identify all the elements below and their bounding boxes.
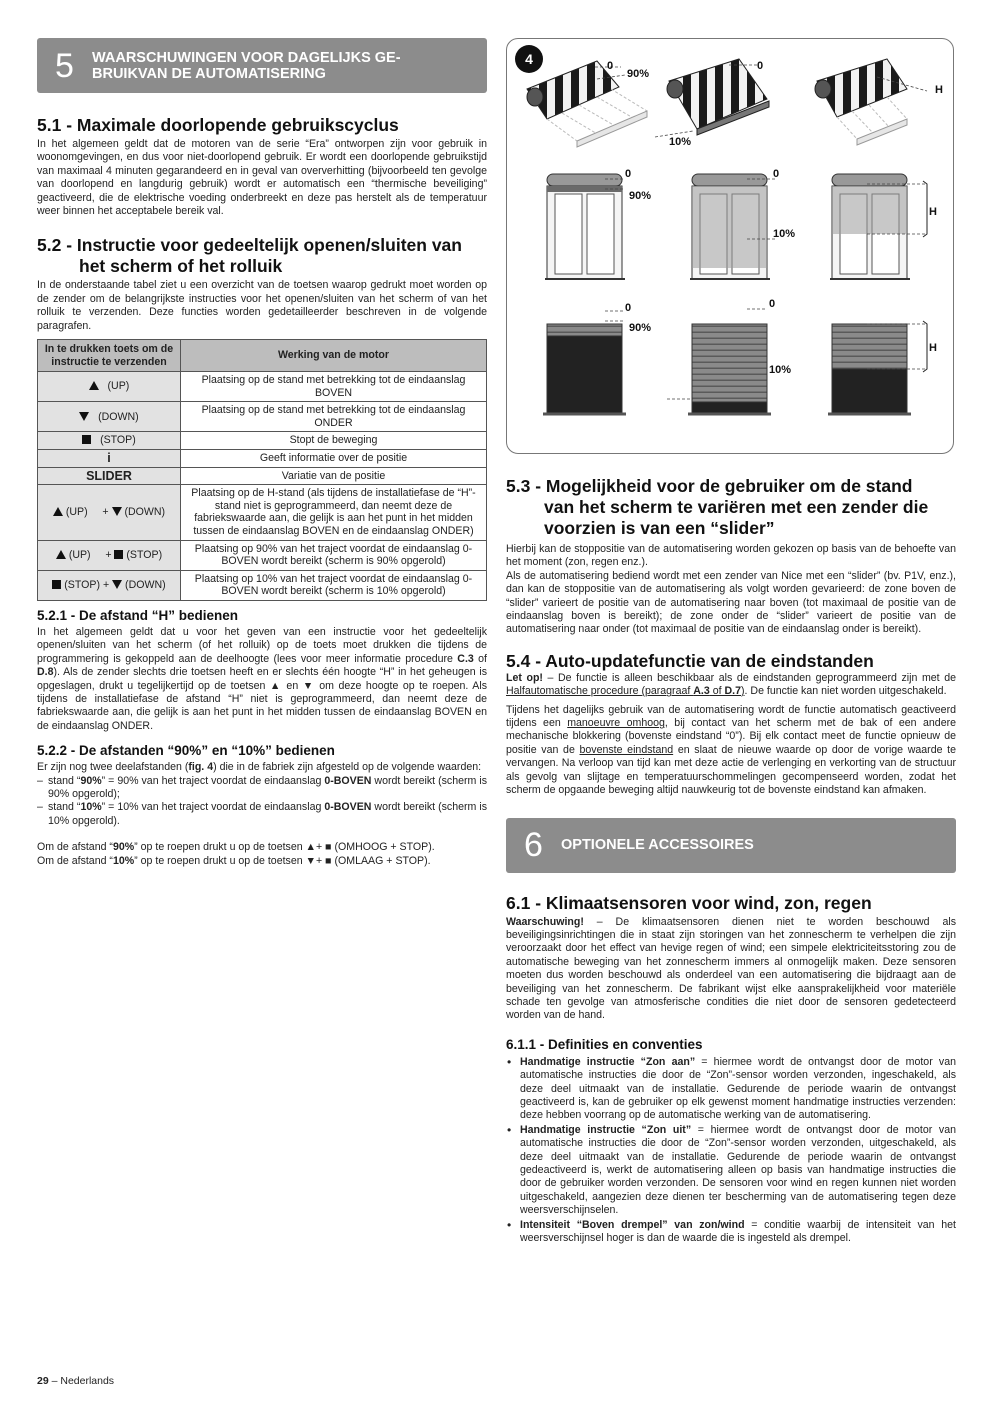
- paragraph-5-4-b: Tijdens het dagelijks gebruik van de automatisering wordt de functie automatisch geactiveerd tijdens een manoeuvre omhoog, bij contact van het scherm met de bak of een andere mechanische blokkering (bovenste eindstand “0”). Bij elk contact meet de functie opnieuw de positie van de bovenste eindstand en slaat de nieuwe waarde op door de vorige waarde te vervangen. Na verloop van tijd kan met deze actie de verlenging en verkorting van de structuur als gevolg van slijtage en temperatuurschommelingen gecompenseerd worden, zodat het scherm de opgaande beweging altijd nauwkeurig tot de bovenste eindstand kan afmaken.: [506, 703, 957, 797]
- heading-5-2-2: 5.2.2 - De afstanden “90%” en “10%” bedienen: [37, 743, 335, 759]
- label-90: 90%: [629, 322, 652, 334]
- right-column: [506, 476, 956, 1246]
- table-row: (UP) Plaatsing op de stand met betrekking tot de eindaanslag BOVEN: [38, 372, 487, 402]
- paragraph-5-2-2: Er zijn nog twee deelafstanden (fig. 4) die in de fabriek zijn afgesteld op de volgende waarden:: [37, 761, 482, 774]
- section-title: WAARSCHUWINGEN VOOR DAGELIJKS GE- BRUIKVAN DE AUTOMATISERING: [92, 49, 401, 82]
- heading-6-1-1: 6.1.1 - Definities en conventies: [506, 1036, 703, 1052]
- label-10: 10%: [773, 228, 796, 240]
- window-screen-10: [690, 174, 770, 279]
- label-H: H: [929, 342, 937, 354]
- paragraph-recall-90: Om de afstand “90%” op te roepen drukt u op de toetsen ▲+ ■ (OMHOOG + STOP).: [37, 841, 435, 854]
- section-title: OPTIONELE ACCESSOIRES: [561, 837, 754, 853]
- paragraph-5-2: In de onderstaande tabel ziet u een overzicht van de toetsen waarop gedrukt moet worden op de zender om de belangrijkste instructies voor het openen/sluiten van het scherm of van het rolluik te verzenden. Deze functies worden gedetailleerder beschreven in de volgende paragrafen.: [37, 279, 487, 332]
- label-0: 0: [625, 302, 632, 314]
- table-row: (UP) + (DOWN) Plaatsing op de H-stand (als tijdens de installatiefase de “H”-stand niet is geprogrammeerd, dan neemt deze de fabriekswaarde aan, die gelijk is aan het punt in het midden tussen de eindaanslag BOVEN en de eindaanslag ONDER): [38, 485, 487, 540]
- page-footer: 29 – Nederlands: [37, 1375, 115, 1387]
- table-row: SLIDER Variatie van de positie: [38, 467, 487, 485]
- paragraph-5-2-1: In het algemeen geldt dat u voor het geven van een instructie voor het gedeeltelijk openen/sluiten van het scherm (of het rolluik) op de toets moet drukken die tijdens de programmering is gekoppeld aan de deelhoogte (lees voor meer informatie procedure C.3 of D.8). Als de zender slechts drie toetsen heeft en er slechts één hoogte “H” in het geheugen is opgeslagen, drukt u tegelijkertijd op de toetsen ▲ en ▼ om deze hoogte op te roepen. Als tijdens de installatiefase de afstand “H” niet is geprogrammeerd, dan neemt deze de fabriekswaarde aan, die gelijk is aan het punt in het midden tussen de eindaanslag BOVEN en de eindaanslag ONDER.: [37, 625, 488, 732]
- awning-H: [815, 59, 907, 145]
- down-arrow-icon: [112, 507, 122, 516]
- table-row: i Geeft informatie over de positie: [38, 450, 487, 468]
- label-0: 0: [625, 168, 632, 180]
- table-header-action: Werking van de motor: [181, 340, 487, 372]
- label-0: 0: [757, 60, 764, 72]
- section-number: 6: [524, 826, 543, 864]
- table-row: (UP) + (STOP) Plaatsing op 90% van het traject voordat de eindaanslag 0-BOVEN wordt bereikt (scherm is 90% opgerold): [38, 540, 487, 570]
- figure-4-illustration: [507, 39, 955, 455]
- label-H: H: [929, 206, 937, 218]
- table-row: (STOP) + (DOWN) Plaatsing op 10% van het traject voordat de eindaanslag 0-BOVEN wordt bereikt (scherm is 10% opgerold): [38, 570, 487, 600]
- list-item: • Handmatige instructie “Zon uit” = hiermee wordt de ontvangst door de motor van automatische instructies die door de “Zon”-sensor worden verzonden, uitgeschakeld, als deze deel uitmaakt van de installatie. Gedurende de periode waarin de ontvangst gedeactiveerd is, werkt de automatisering alleen op basis van handmatige instructies die door de gebruiker worden verzonden. De sensoren voor wind en regen kunnen niet worden uitgeschakeld, aangezien deze dienen ter bescherming van de automatisering tegen deze weersverschijnselen.: [506, 1124, 956, 1218]
- key-table: [37, 339, 487, 601]
- heading-5-2-1: 5.2.1 - De afstand “H” bedienen: [37, 607, 239, 623]
- list-item: – stand “10%” = 10% van het traject voordat de eindaanslag 0-BOVEN wordt bereikt (scherm is 10% opgerold).: [37, 801, 487, 828]
- up-arrow-icon: [56, 550, 66, 559]
- stop-square-icon: [114, 550, 123, 559]
- section-number: 5: [55, 46, 74, 85]
- label-10: 10%: [669, 136, 692, 148]
- heading-5-1: 5.1 - Maximale doorlopende gebruikscyclus: [37, 115, 399, 135]
- heading-5-2: 5.2 - Instructie voor gedeeltelijk openen/sluiten van het scherm of het rolluik: [37, 235, 462, 277]
- awning-10: [667, 59, 769, 135]
- dash-list: [37, 775, 487, 829]
- down-arrow-icon: [79, 412, 89, 421]
- label-H: H: [935, 84, 943, 96]
- label-0: 0: [773, 168, 780, 180]
- label-90: 90%: [627, 68, 650, 80]
- window-screen-H: [830, 174, 910, 279]
- paragraph-5-1: In het algemeen geldt dat de motoren van de serie “Era” ontworpen zijn voor gebruik in woonomgevingen, en dus voor niet-doorlopend gebruik. Er wordt een doorlopende gebruikstijd van maximaal 4 minuten gegarandeerd en in geval van oververhitting (bijvoorbeeld ten gevolge van doorlopend en langdurig gebruik) wordt er automatisch een “thermische beveiliging” geactiveerd, die de elektrische voeding onderbreekt en deze pas herstelt als de temperatuur weer binnen het acceptabele bereik val.: [37, 138, 487, 218]
- window-screen-90: [545, 174, 625, 279]
- list-item: • Handmatige instructie “Zon aan” = hiermee wordt de ontvangst door de motor van automatische instructies die door de “Zon”-sensor worden verzonden, ingeschakeld, als deze deel uitmaakt van de installatie. Gedurende de periode waarin de ontvangst geactiveerd is, kan de gebruiker op elk gewenst moment handmatige instructies verzenden: deze hebben voorrang op de automatische werking van de automatisering.: [506, 1056, 956, 1123]
- figure-4: [506, 38, 954, 454]
- table-row: (STOP) Stopt de beweging: [38, 432, 487, 450]
- definitions-list: [506, 1056, 956, 1246]
- section-6-banner: [506, 818, 956, 873]
- table-header-key: In te drukken toets om de instructie te verzenden: [38, 340, 181, 372]
- paragraph-5-4-a: Let op! – De functie is alleen beschikbaar als de eindstanden geprogrammeerd zijn met de Halfautomatische procedure (paragraaf A.3 of D.7). De functie kan niet worden uitgeschakeld.: [506, 671, 956, 698]
- table-row: (DOWN) Plaatsing op de stand met betrekking tot de eindaanslag ONDER: [38, 402, 487, 432]
- label-0: 0: [607, 60, 614, 72]
- paragraph-6-1: Waarschuwing! – De klimaatsensoren dienen niet te worden beschouwd als beveiligingsinrichtingen die in staat zijn storingen van het zonnescherm te verhelpen die zijn veroorzaakt door het effect van hevige regen of wind; een simpele elektriciteitsstoring zou de automatische beweging van het zonnescherm immers al onmogelijk maken. Deze sensoren moeten dus worden beschouwd als onderdeel van een automatisering die bijdraagt aan de beveiliging van het zonnescherm. De fabrikant wijst elke aansprakelijkheid voor materiële schade ten gevolge van atmosferische condities die niet door de sensoren gedetecteerd worden van de hand.: [506, 915, 956, 1022]
- shutter-90: [543, 324, 626, 414]
- heading-6-1: 6.1 - Klimaatsensoren voor wind, zon, regen: [506, 892, 872, 913]
- down-arrow-icon: [112, 580, 122, 589]
- shutter-10: [688, 324, 771, 414]
- paragraph-5-3-a: Hierbij kan de stoppositie van de automatisering worden gekozen op basis van de behoefte van het moment (zon, regen enz.).: [506, 543, 956, 569]
- figure-number: 4: [515, 45, 543, 73]
- section-5-banner: [37, 38, 487, 93]
- left-column: [37, 38, 487, 868]
- stop-square-icon: [52, 580, 61, 589]
- up-arrow-icon: [89, 381, 99, 390]
- paragraph-5-3-b: Als de automatisering bediend wordt met een zender van Nice met een “slider” (bv. P1V, enz.), dan kan de stoppositie van de automatisering als volgt worden gevarieerd: de zone boven de “slider” varieert de positie van de automatisering naar boven (tot maximaal de positie van de eindaanslag boven is bereikt); de zone onder de “slider” varieert de positie van de automatisering naar onder (tot maximaal de positie van de eindaanslag onder is bereikt).: [506, 569, 956, 636]
- label-0: 0: [769, 298, 776, 310]
- stop-square-icon: [82, 435, 91, 444]
- heading-5-4: 5.4 - Auto-updatefunctie van de eindstanden: [506, 650, 874, 671]
- label-90: 90%: [629, 190, 652, 202]
- list-item: – stand “90%” = 90% van het traject voordat de eindaanslag 0-BOVEN wordt bereikt (scherm is 90% opgerold);: [37, 775, 487, 802]
- heading-5-3: 5.3 - Mogelijkheid voor de gebruiker om de stand van het scherm te variëren met een zender die voorzien is van een “slider”: [506, 476, 929, 538]
- label-10: 10%: [769, 364, 792, 376]
- list-item: • Intensiteit “Boven drempel” van zon/wind = conditie waarbij de intensiteit van het weersverschijnsel hoger is dan de waarde die is ingesteld als drempel.: [506, 1219, 956, 1246]
- up-arrow-icon: [53, 507, 63, 516]
- paragraph-recall-10: Om de afstand “10%” op te roepen drukt u op de toetsen ▼+ ■ (OMLAAG + STOP).: [37, 854, 431, 867]
